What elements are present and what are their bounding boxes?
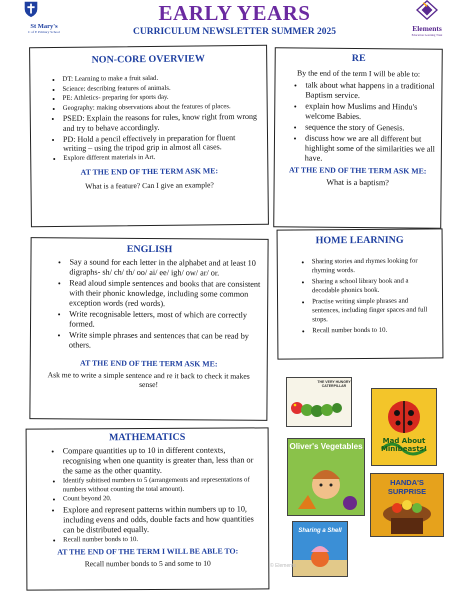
book-title: THE VERY HUNGRY CATERPILLAR — [317, 380, 351, 388]
noncore-heading: NON-CORE OVERVIEW — [91, 53, 205, 66]
list-item: • talk about what happens in a traditional Baptism service. — [305, 81, 437, 102]
list-item: • Recall number bonds to 10. — [312, 327, 428, 336]
list-item: • Explore and represent patterns within numbers up to 10, including evens and odds, double facts and how quantities can be distributed equally. — [63, 504, 264, 535]
list-item: • PE: Athletics- preparing for sports day. — [63, 93, 259, 104]
list-item: • PSED: Explain the reasons for rules, know right from wrong and try to behave accordingly. — [63, 112, 259, 133]
re-ask-label: AT THE END OF THE TERM ASK ME: — [288, 165, 427, 176]
list-item: • explain how Muslims and Hindu's welcome Babies. — [305, 102, 437, 123]
list-item: • Compare quantities up to 10 in different contexts, recognising when one quantity is greater than, less than or the same as the other quantity. — [63, 445, 264, 476]
maths-ask-label: AT THE END OF THE TERM I WILL BE ABLE TO: — [57, 546, 239, 557]
list-item: • Read aloud simple sentences and books that are consistent with their phonic knowledge, including some common exception words (red words). — [69, 278, 263, 309]
book-cover-minibeasts — [371, 388, 437, 466]
english-list — [31, 257, 268, 352]
maths-list — [27, 445, 269, 545]
list-item: • sequence the story of Genesis. — [305, 123, 437, 134]
home-list — [278, 257, 443, 336]
list-item: • Sharing stories and rhymes looking for rhyming words. — [312, 258, 428, 276]
trust-logo — [402, 0, 452, 36]
noncore-ask-label: AT THE END OF THE TERM ASK ME: — [80, 166, 219, 178]
re-heading: RE — [351, 52, 366, 65]
elements-logo-icon — [416, 0, 438, 20]
list-item: • Explore different materials in Art. — [63, 153, 259, 164]
list-item: • Say a sound for each letter in the alphabet and at least 10 digraphs- sh/ ch/ th/ oo/ ai/ ee/ igh/ ow/ ar/ or. — [69, 257, 263, 278]
noncore-ask-text: What is a feature? Can I give an example? — [85, 180, 214, 192]
watermark: © Elements — [270, 563, 296, 569]
noncore-panel — [29, 45, 269, 227]
noncore-list — [30, 74, 267, 164]
english-heading: ENGLISH — [126, 243, 173, 256]
book-cover-oliver — [287, 438, 365, 516]
school-subname: C of E Primary School — [28, 30, 60, 34]
english-ask-text: Ask me to write a simple sentence and re it back to check it makes sense! — [47, 370, 250, 390]
book-title: Sharing a Shell — [298, 528, 342, 534]
list-item: • Recall number bonds to 10. — [63, 535, 264, 545]
re-intro: By the end of the term I will be able to: — [297, 68, 421, 79]
list-item: • PD: Hold a pencil effectively in preparation for fluent writing – using the tripod grip in almost all cases. — [63, 132, 259, 153]
maths-heading: MATHEMATICS — [108, 431, 186, 444]
trust-name: Elements — [412, 24, 442, 33]
re-ask-text: What is a baptism? — [326, 177, 389, 188]
book-cover-snail — [292, 521, 348, 577]
maths-panel — [26, 427, 270, 590]
list-item: • Sharing a school library book and a decodable phonics book. — [312, 278, 428, 296]
ladybird-icon — [372, 389, 436, 465]
book-title: Oliver's Vegetables — [289, 442, 363, 451]
maths-ask-text: Recall number bonds to 5 and some to 10 — [84, 559, 211, 569]
english-ask-label: AT THE END OF THE TERM ASK ME: — [80, 358, 218, 369]
book-cover-caterpillar — [286, 377, 352, 427]
list-item: • Write recognisable letters, most of which are correctly formed. — [69, 309, 263, 330]
school-name: St Mary's — [30, 23, 58, 30]
re-panel — [273, 47, 443, 228]
list-item: • Practise writing simple phrases and sentences, including finger spaces and full stops. — [312, 298, 428, 325]
home-heading: HOME LEARNING — [315, 234, 404, 247]
page-title: EARLY YEARS — [158, 1, 311, 25]
caterpillar-icon — [287, 378, 351, 426]
trust-subname: Education Learning Trust — [411, 33, 443, 37]
list-item: • Identify subitised numbers to 5 (arrangements and representations of numbers without counting the total amount). — [63, 476, 264, 494]
list-item: • Count beyond 20. — [63, 495, 264, 505]
english-panel — [29, 237, 268, 421]
book-cover-handa — [370, 473, 444, 537]
list-item: • discuss how we are all different but highlight some of the similarities we all have. — [305, 134, 437, 165]
re-list — [275, 80, 442, 164]
book-title: Mad About Minibeasts! — [380, 437, 428, 453]
list-item: • DT: Learning to make a fruit salad. — [62, 74, 258, 85]
book-title: HANDA'S SURPRISE — [387, 478, 427, 496]
list-item: • Science: describing features of animals. — [62, 83, 258, 94]
page-subtitle: CURRICULUM NEWSLETTER SUMMER 2025 — [133, 27, 336, 37]
home-learning-panel — [277, 228, 444, 359]
list-item: • Geography: making observations about the features of places. — [63, 103, 259, 114]
list-item: • Write simple phrases and sentences that can be read by others. — [69, 330, 263, 351]
